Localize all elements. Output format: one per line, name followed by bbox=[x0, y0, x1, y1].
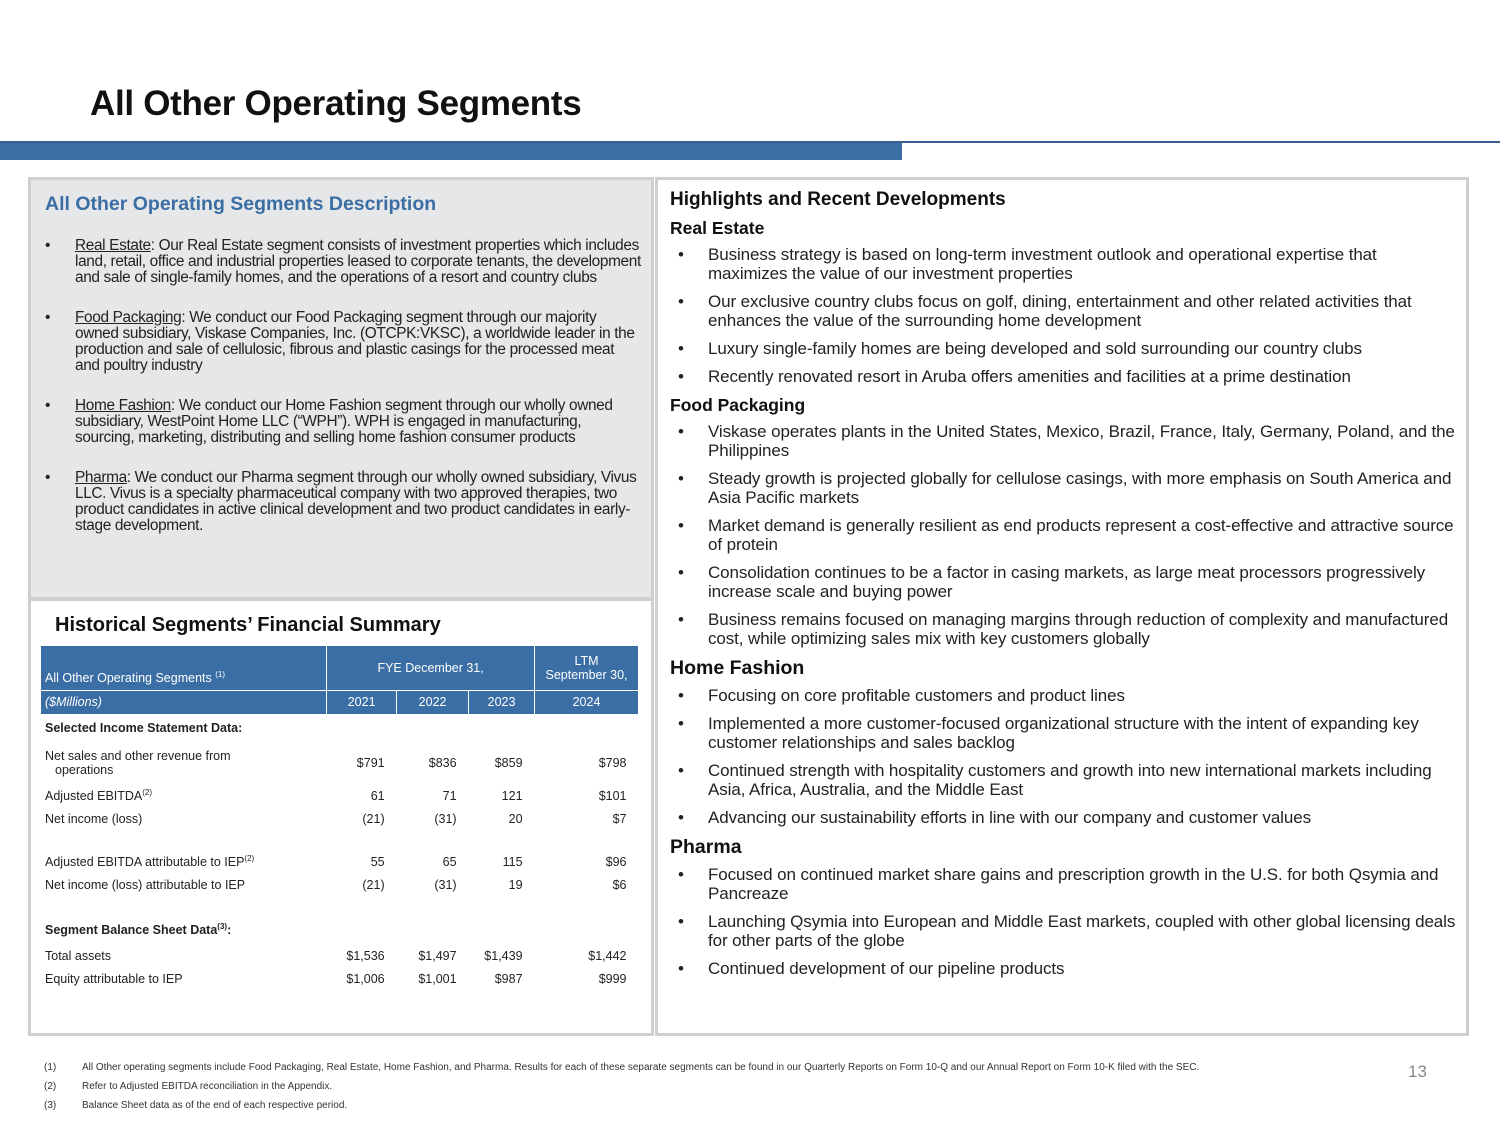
footnote: (3) Balance Sheet data as of the end of each respective period. bbox=[44, 1100, 348, 1111]
list-item: • Implemented a more customer-focused organizational structure with the intent of expanding key customer relationships and sales backlog bbox=[678, 714, 1419, 752]
segment-text: : We conduct our Food Packaging segment through our majority owned subsidiary, Viskase Companies, Inc. (OTCPK:VKSC), a worldwide leader in the production and sale of cellulosic, fibrous and plastic casings for the processed meat and poultry industry bbox=[75, 309, 635, 374]
table-row bbox=[41, 967, 639, 990]
bullet-icon: • bbox=[45, 237, 51, 254]
footnote-ref: (1) bbox=[215, 670, 226, 680]
highlights-list-home-fashion bbox=[670, 686, 1460, 827]
description-list bbox=[45, 238, 641, 558]
footnote: (1) All Other operating segments include Food Packaging, Real Estate, Home Fashion, and Pharma. Results for each of these separate segments can be found in our Quarterly Reports on Form 10-Q and our Annual Report on Form 10-K filed with the SEC. bbox=[44, 1062, 1200, 1073]
cell-value: (21) bbox=[362, 877, 385, 892]
highlights-list-food-packaging bbox=[670, 422, 1460, 648]
table-year-row bbox=[41, 690, 639, 714]
year-header: 2022 bbox=[397, 690, 469, 714]
bullet-icon: • bbox=[678, 516, 684, 535]
bullet-icon: • bbox=[678, 367, 684, 386]
cell-value: $859 bbox=[494, 756, 523, 770]
cell-value: 121 bbox=[501, 788, 523, 803]
cell-value-ltm: $999 bbox=[598, 971, 627, 986]
list-item: • Business remains focused on managing margins through reduction of complexity and manufactured cost, while optimizing sales mix with key customers globally bbox=[678, 610, 1449, 648]
year-header: 2023 bbox=[469, 690, 535, 714]
cell-value-ltm: $96 bbox=[605, 854, 627, 869]
cell-value: 65 bbox=[442, 854, 457, 869]
category-heading-home-fashion: Home Fashion bbox=[670, 657, 805, 679]
list-item: • Focusing on core profitable customers and product lines bbox=[678, 686, 1125, 705]
bullet-icon: • bbox=[678, 422, 684, 441]
cell-value-ltm: $101 bbox=[598, 788, 627, 803]
cell-value: 71 bbox=[442, 788, 457, 803]
ltm-header: LTM September 30, bbox=[535, 646, 639, 690]
cell-value: $1,497 bbox=[418, 948, 457, 963]
financial-summary-panel bbox=[28, 598, 654, 1036]
units-header: ($Millions) bbox=[41, 690, 327, 714]
list-item: • Our exclusive country clubs focus on golf, dining, entertainment and other related activities that enhances the value of the surrounding home development bbox=[678, 292, 1412, 330]
bullet-icon: • bbox=[678, 686, 684, 705]
bullet-icon: • bbox=[678, 610, 684, 629]
cell-value: 61 bbox=[370, 788, 385, 803]
list-item: • Continued strength with hospitality customers and growth into new international markets including Asia, Africa, Australia, and the Middle East bbox=[678, 761, 1432, 799]
row-label: Adjusted EBITDA attributable to IEP$^{(2)}$ bbox=[45, 853, 255, 870]
description-item-food-packaging bbox=[45, 310, 641, 374]
list-item: • Launching Qsymia into European and Middle East markets, coupled with other global licensing deals for other parts of the globe bbox=[678, 912, 1456, 950]
cell-value: $1,001 bbox=[418, 971, 457, 986]
cell-value: 55 bbox=[370, 854, 385, 869]
bullet-icon: • bbox=[678, 959, 684, 978]
segment-name: Pharma bbox=[75, 469, 127, 486]
category-heading-real-estate: Real Estate bbox=[670, 218, 765, 238]
table-row bbox=[41, 807, 639, 830]
cell-value: 19 bbox=[508, 877, 523, 892]
segment-name: Home Fashion bbox=[75, 397, 171, 414]
cell-value-ltm: $1,442 bbox=[588, 948, 627, 963]
list-item: • Luxury single-family homes are being developed and sold surrounding our country clubs bbox=[678, 339, 1362, 358]
spacer-row bbox=[41, 896, 639, 916]
cell-value: $1,006 bbox=[346, 971, 385, 986]
bullet-icon: • bbox=[678, 469, 684, 488]
category-heading-pharma: Pharma bbox=[670, 836, 742, 858]
bullet-icon: • bbox=[678, 292, 684, 311]
highlights-list-real-estate bbox=[670, 245, 1460, 386]
list-item: • Advancing our sustainability efforts in line with our company and customer values bbox=[678, 808, 1311, 827]
row-label: Net income (loss) bbox=[45, 811, 143, 826]
year-header: 2021 bbox=[327, 690, 397, 714]
bullet-icon: • bbox=[45, 397, 51, 414]
table-row bbox=[41, 944, 639, 967]
row-label: Total assets bbox=[45, 948, 112, 963]
cell-value: (21) bbox=[362, 811, 385, 826]
segment-header: All Other Operating Segments $^{(1)}$ bbox=[41, 646, 327, 690]
bullet-icon: • bbox=[678, 339, 684, 358]
list-item: • Recently renovated resort in Aruba offers amenities and facilities at a prime destination bbox=[678, 367, 1351, 386]
table-header-row bbox=[41, 646, 639, 690]
page-title: All Other Operating Segments bbox=[90, 84, 582, 123]
bullet-icon: • bbox=[45, 469, 51, 486]
financial-summary-title: Historical Segments’ Financial Summary bbox=[55, 614, 441, 636]
financial-table bbox=[41, 646, 639, 990]
table-row bbox=[41, 742, 639, 784]
title-rule-bar bbox=[0, 143, 902, 160]
segment-name: Food Packaging bbox=[75, 309, 182, 326]
bullet-icon: • bbox=[678, 761, 684, 780]
list-item: • Steady growth is projected globally for cellulose casings, with more emphasis on South America and Asia Pacific markets bbox=[678, 469, 1452, 507]
description-item-home-fashion bbox=[45, 398, 641, 446]
list-item: • Viskase operates plants in the United States, Mexico, Brazil, France, Italy, Germany, Poland, and the Philippines bbox=[678, 422, 1455, 460]
segment-text: : We conduct our Pharma segment through our wholly owned subsidiary, Vivus LLC. Vivus is a specialty pharmaceutical company with two approved therapies, two product candidates in active clinical development and two product candidates in early-stage development. bbox=[75, 469, 637, 534]
cell-value: $836 bbox=[428, 756, 457, 770]
bullet-icon: • bbox=[678, 563, 684, 582]
description-item-pharma bbox=[45, 470, 641, 534]
list-item: • Continued development of our pipeline products bbox=[678, 959, 1065, 978]
list-item: • Market demand is generally resilient as end products represent a cost-effective and attractive source of protein bbox=[678, 516, 1454, 554]
spacer-row bbox=[41, 830, 639, 850]
highlights-list-pharma bbox=[670, 865, 1460, 978]
cell-value-ltm: $7 bbox=[612, 811, 627, 826]
list-item: • Consolidation continues to be a factor in casing markets, as large meat processors progressively increase scale and buying power bbox=[678, 563, 1426, 601]
cell-value: $1,536 bbox=[346, 948, 385, 963]
description-title: All Other Operating Segments Description bbox=[45, 193, 437, 215]
income-section-label: Selected Income Statement Data: bbox=[45, 721, 243, 735]
cell-value: $791 bbox=[356, 756, 385, 770]
row-label: Adjusted EBITDA$^{(2)}$ bbox=[45, 787, 153, 804]
table-row bbox=[41, 784, 639, 807]
year-header: 2024 bbox=[535, 690, 639, 714]
segment-text: : Our Real Estate segment consists of investment properties which includes land, retail, office and industrial properties leased to corporate tenants, the development and sale of single-family homes, and the operations of a resort and country clubs bbox=[75, 237, 641, 286]
footnotes bbox=[44, 1062, 1384, 1119]
cell-value: 20 bbox=[508, 811, 523, 826]
row-label: Net sales and other revenue from operations bbox=[45, 749, 231, 777]
row-label: Net income (loss) attributable to IEP bbox=[45, 877, 246, 892]
cell-value: $1,439 bbox=[484, 948, 523, 963]
list-item: • Business strategy is based on long-term investment outlook and operational expertise that maximizes the value of our investment properties bbox=[678, 245, 1377, 283]
cell-value: (31) bbox=[434, 877, 457, 892]
footnote: (2) Refer to Adjusted EBITDA reconciliation in the Appendix. bbox=[44, 1081, 333, 1092]
category-heading-food-packaging: Food Packaging bbox=[670, 395, 806, 415]
bullet-icon: • bbox=[678, 912, 684, 931]
description-panel bbox=[28, 177, 654, 600]
table-section-row bbox=[41, 916, 639, 944]
page-number: 13 bbox=[1408, 1062, 1427, 1081]
balance-section-label: Segment Balance Sheet Data$^{(3)}$: bbox=[45, 922, 232, 938]
highlights-title: Highlights and Recent Developments bbox=[670, 189, 1006, 210]
highlights-body bbox=[670, 218, 1460, 987]
cell-value: (31) bbox=[434, 811, 457, 826]
cell-value-ltm: $798 bbox=[598, 756, 627, 770]
description-item-real-estate bbox=[45, 238, 641, 286]
cell-value: 115 bbox=[502, 854, 523, 869]
bullet-icon: • bbox=[45, 309, 51, 326]
bullet-icon: • bbox=[678, 808, 684, 827]
row-label: Equity attributable to IEP bbox=[45, 971, 183, 986]
bullet-icon: • bbox=[678, 714, 684, 733]
cell-value: $987 bbox=[494, 971, 523, 986]
bullet-icon: • bbox=[678, 245, 684, 264]
cell-value-ltm: $6 bbox=[612, 877, 627, 892]
table-row bbox=[41, 850, 639, 873]
fye-header: FYE December 31, bbox=[327, 646, 535, 690]
highlights-panel bbox=[655, 177, 1469, 1036]
bullet-icon: • bbox=[678, 865, 684, 884]
table-row bbox=[41, 873, 639, 896]
segment-text: : We conduct our Home Fashion segment through our wholly owned subsidiary, WestPoint Home LLC (“WPH”). WPH is engaged in manufacturing, sourcing, marketing, distributing and selling home fashion consumer products bbox=[75, 397, 613, 446]
segment-name: Real Estate bbox=[75, 237, 151, 254]
table-section-row bbox=[41, 714, 639, 742]
list-item: • Focused on continued market share gains and prescription growth in the U.S. for both Qsymia and Pancreaze bbox=[678, 865, 1439, 903]
